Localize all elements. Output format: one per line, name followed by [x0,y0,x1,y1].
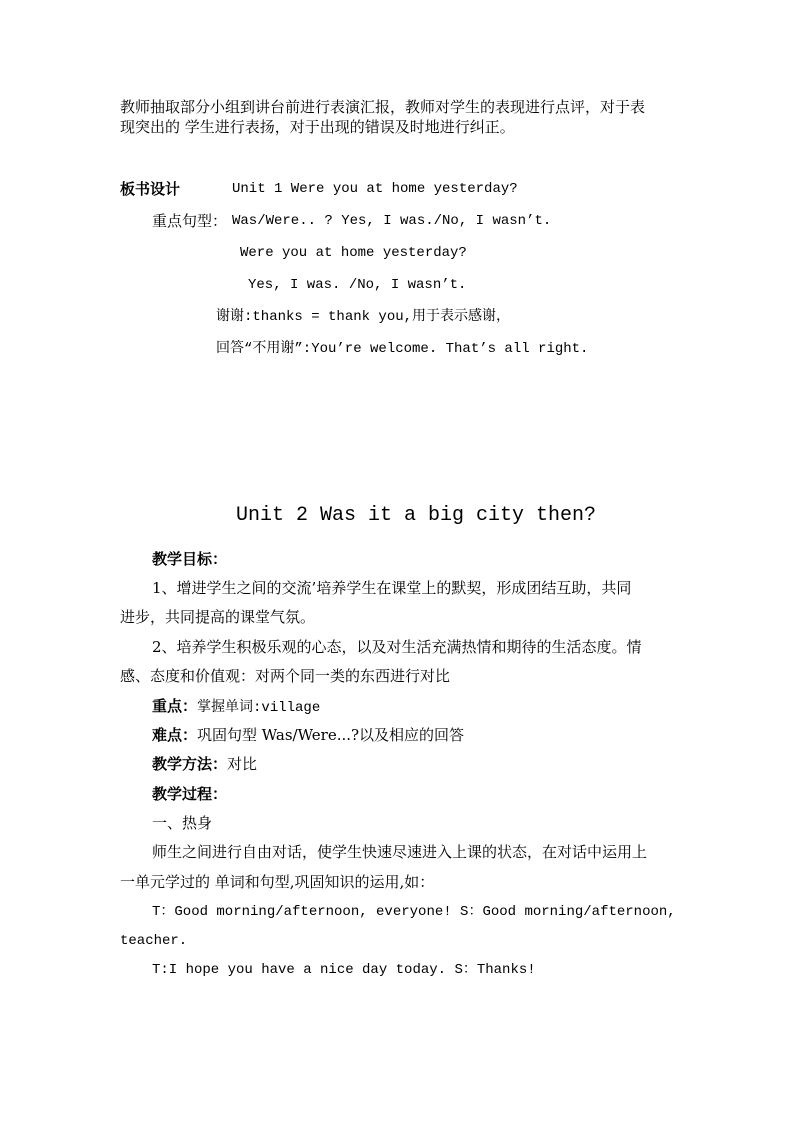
dialog1-line-1: T：Good morning/afternoon, everyone! S：Good morning/afternoon, [152,904,676,920]
dialog1-line-2: teacher. [120,933,188,949]
difficulty-label: 难点： [152,726,198,744]
method-text: 对比 [227,755,258,773]
difficulty-point [152,725,464,745]
board-thanks-line: 谢谢:thanks = thank you,用于表示感谢， [216,309,511,325]
key-point-text: 掌握单词:village [197,700,321,716]
board-pattern-label: 重点句型： [152,212,228,230]
process-label: 教学过程： [152,785,228,803]
goal1-line-1: 1、增进学生之间的交流’培养学生在课堂上的默契，形成团结互助，共同 [152,579,632,597]
intro-line-2: 现突出的 学生进行表扬，对于出现的错误及时地进行纠正。 [120,118,515,136]
goal1-line-2: 进步，共同提高的课堂气氛。 [120,608,316,626]
dialog2-line: T:I hope you have a nice day today. S：Thanks! [152,962,536,978]
goal2-line-2: 感、态度和价值观：对两个同一类的东西进行对比 [120,667,451,685]
difficulty-text: 巩固句型 Was/Were...?以及相应的回答 [197,726,465,744]
goal-label: 教学目标： [152,550,228,568]
board-example-question: Were you at home yesterday? [240,245,467,261]
board-unit-title: Unit 1 Were you at home yesterday? [232,181,518,197]
key-point-label: 重点： [152,697,198,715]
board-reply-line: 回答“不用谢”:You’re welcome. That’s all right. [216,341,589,357]
method-label: 教学方法： [152,755,228,773]
teaching-method [152,754,257,774]
goal2-line-1: 2、培养学生积极乐观的心态，以及对生活充满热情和期待的生活态度。情 [152,638,642,656]
board-pattern-text: Was/Were.. ? Yes, I was./No, I wasn’t. [232,213,552,229]
board-design-label: 板书设计 [120,180,181,198]
step1-line-2: 一单元学过的 单词和句型,巩固知识的运用,如： [120,873,435,891]
step1-line-1: 师生之间进行自由对话，使学生快速尽速进入上课的状态，在对话中运用上 [152,843,648,861]
unit2-title: Unit 2 Was it a big city then? [236,504,597,527]
key-point [152,696,320,718]
step1-heading: 一、热身 [152,814,213,832]
intro-line-1: 教师抽取部分小组到讲台前进行表演汇报，教师对学生的表现进行点评，对于表 [120,98,646,116]
board-example-answer: Yes, I was. /No, I wasn’t. [248,277,467,293]
